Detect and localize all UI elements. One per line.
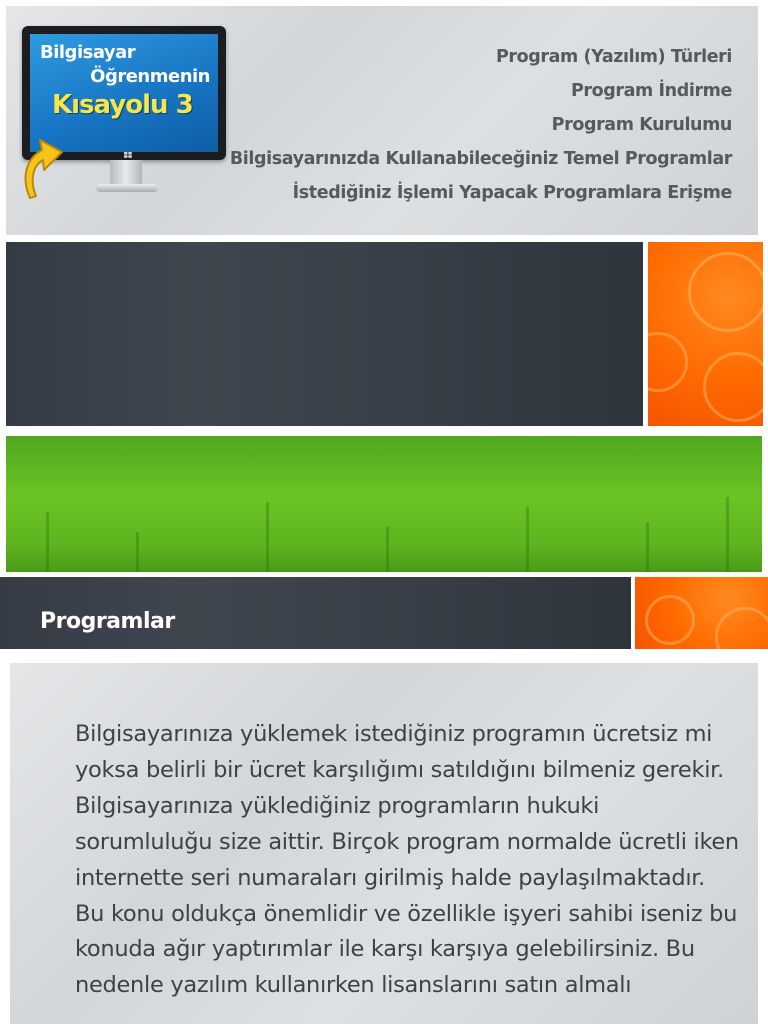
menu-item-program-types[interactable]: Program (Yazılım) Türleri [495,47,732,67]
grass-blade [136,532,139,572]
dark-banner [6,242,643,426]
logo [18,26,228,206]
monitor-stand [110,160,142,186]
decorative-ring [688,252,763,332]
header-menu [230,40,732,210]
orange-accent [635,577,768,649]
windows-icon [124,152,132,158]
decorative-ring [648,332,688,392]
grass-blade [386,527,389,572]
green-banner [6,436,762,572]
header-panel [6,6,758,235]
grass-blade [46,512,49,572]
logo-text-line1: Bilgisayar [40,42,136,63]
page-title: Programlar [40,609,175,634]
menu-item-program-download[interactable]: Program İndirme [570,81,732,101]
content-panel [10,663,758,1024]
logo-text-line2: Öğrenmenin [90,66,210,87]
menu-item-program-install[interactable]: Program Kurulumu [551,115,732,135]
curved-arrow-icon [16,130,72,202]
grass-blade [726,497,729,572]
decorative-ring [715,607,768,649]
section-title-bar [0,577,631,649]
decorative-ring [645,595,695,645]
body-paragraph: Bilgisayarınıza yüklemek istediğiniz programın ücretsiz mi yoksa belirli bir ücret karşılığımı satıldığını bilmeniz gerekir. Bilgisayarınıza yüklediğiniz programların hukuki sorumluluğu size aittir. Birçok program normalde ücretli iken internette seri numaraları girilmiş halde paylaşılmaktadır. Bu konu oldukça önemlidir ve özellikle işyeri sahibi iseniz bu konuda ağır yaptırımlar ile karşı karşıya gelebilirsiniz. Bu nedenle yazılım kullanırken lisanslarını satın almalı [75,721,739,999]
grass-blade [266,502,269,572]
orange-banner [648,242,763,426]
menu-item-basic-programs[interactable]: Bilgisayarınızda Kullanabileceğiniz Temel Programlar [229,149,732,169]
decorative-ring [703,352,763,422]
grass-blade [646,522,649,572]
grass-blade [526,507,529,572]
menu-item-program-access[interactable]: İstediğiniz İşlemi Yapacak Programlara Erişme [292,183,732,203]
logo-text-line3: Kısayolu 3 [52,90,193,120]
monitor-base [96,184,158,192]
